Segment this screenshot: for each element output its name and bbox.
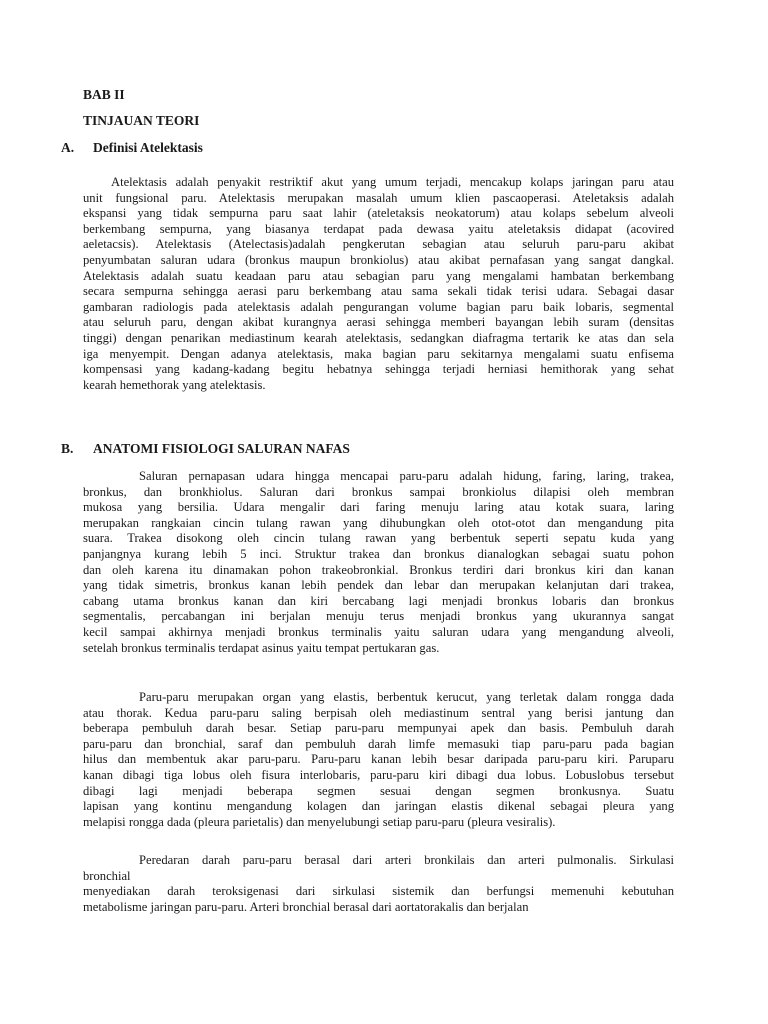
text-line: atau thorak. Kedua paru-paru saling berpisah oleh mediastinum sentral yang berisi jantung dan — [83, 705, 674, 720]
section-b-title: ANATOMI FISIOLOGI SALURAN NAFAS — [93, 441, 350, 456]
text-line: ekspansi yang tidak sempurna paru saat lahir (ateletaksis neokatorum) atau kolaps sebelum alveoli — [83, 206, 674, 221]
section-b-letter: B. — [61, 441, 74, 456]
paragraph-definisi — [83, 175, 674, 393]
text-line: kearah hemethorak yang atelektasis. — [83, 377, 266, 392]
paragraph-saluran — [83, 469, 674, 656]
text-line: Saluran pernapasan udara hingga mencapai paru-paru adalah hidung, faring, laring, trakea, — [139, 469, 674, 483]
text-line: lapisan yang kontinu mengandung kolagen dan jaringan elastis dikenal sebagai pleura yang — [83, 799, 674, 814]
text-line: mukosa yang bersilia. Udara mengalir dari faring menuju laring atau kotak suara, laring — [83, 500, 674, 515]
text-line: Paru-paru merupakan organ yang elastis, berbentuk kerucut, yang terletak dalam rongga dada — [139, 690, 674, 704]
text-line: aeletacsis). Atelektasis (Atelectasis)adalah pengkerutan sebagian atau seluruh paru-paru akibat — [83, 237, 674, 252]
text-line: dan oleh karena itu dinamakan pohon trakeobronkial. Bronkus terdiri dari bronkus kiri dan kanan — [83, 562, 674, 577]
text-line: kecil sampai akhirnya menjadi bronkus terminalis yaitu saluran udara yang mengandung alveoli, — [83, 624, 674, 639]
text-line: menyediakan darah teroksigenasi dari sirkulasi sistemik dan berfungsi memenuhi kebutuhan — [83, 884, 674, 899]
text-line: suara. Trakea disokong oleh cincin tulang rawan yang berbentuk seperti sepatu kuda yang — [83, 531, 674, 546]
text-line: paru-paru dan bronchial, saraf dan pembuluh darah limfe memasuki tiap paru-paru pada bagian — [83, 736, 674, 751]
text-line: berkembang sempurna, yang biasanya terdapat pada dewasa yaitu ateletaksis didapat (acovired — [83, 221, 674, 236]
chapter-number: BAB II — [83, 87, 125, 102]
text-line: kompensasi yang kadang-kadang begitu hebatnya sehingga terjadi herniasi hemithorak yang sehat — [83, 362, 674, 377]
section-a-title: Definisi Atelektasis — [93, 140, 203, 155]
text-line: merupakan rangkaian cincin tulang rawan yang dihubungkan oleh otot-otot dan mengandung pita — [83, 515, 674, 530]
text-line: kanan dibagi tiga lobus oleh fisura interlobaris, paru-paru kiri dibagi dua lobus. Lobuslobus tersebut — [83, 767, 674, 782]
text-line: beberapa pembuluh darah besar. Setiap paru-paru mempunyai apek dan basis. Pembuluh darah — [83, 721, 674, 736]
text-line: secara sempurna sehingga aerasi paru berkembang atau sama sekali tidak terisi udara. Sebagai dasar — [83, 284, 674, 299]
text-line: metabolisme jaringan paru-paru. Arteri bronchial berasal dari aortatorakalis dan berjalan — [83, 899, 529, 914]
chapter-title: TINJAUAN TEORI — [83, 113, 200, 128]
text-line: penyumbatan saluran udara (bronkus maupun bronkiolus) atau akibat pernafasan yang sangat dangkal. — [83, 252, 674, 267]
text-line: setelah bronkus terminalis terdapat asinus yaitu tempat pertukaran gas. — [83, 640, 440, 655]
text-line: bronkus, dan bronkhiolus. Saluran dari bronkus sampai bronkiolus dilapisi oleh membran — [83, 484, 674, 499]
text-line: Atelektasis adalah suatu keadaan paru atau sebagian paru yang mengalami hambatan berkembang — [83, 268, 674, 283]
text-line: dibagi lagi menjadi beberapa segmen sesuai dengan segmen bronkusnya. Suatu — [83, 783, 674, 798]
text-line: Peredaran darah paru-paru berasal dari arteri bronkilais dan arteri pulmonalis. Sirkulasi — [139, 853, 674, 867]
text-line: bronchial — [83, 868, 131, 883]
text-line: hilus dan membentuk akar paru-paru. Paru-paru kanan lebih besar daripada paru-paru kiri. Paruparu — [83, 752, 674, 767]
text-line: segmentalis, percabangan ini berjalan menuju terus menjadi bronkus yang ukurannya sangat — [83, 609, 674, 624]
text-line: cabang utama bronkus kanan dan kiri bercabang lagi menjadi bronkus lobaris dan bronkus — [83, 593, 674, 608]
text-line: tinggi) dengan penarikan mediastinum kearah atelektasis, sedangkan diafragma tertarik ke atas dan sela — [83, 330, 674, 345]
text-line: melapisi rongga dada (pleura parietalis) dan menyelubungi setiap paru-paru (pleura vesiralis). — [83, 814, 556, 829]
text-line: panjangnya kurang lebih 5 inci. Struktur trakea dan bronkus dianalogkan sebagai suatu pohon — [83, 546, 674, 561]
text-line: gambaran radiologis pada atelektasis adalah pengurangan volume bagian paru baik lobaris, segmental — [83, 299, 674, 314]
text-line: atau seluruh paru, dengan akibat kurangnya aerasi sehingga memberi bayangan lebih suram (densitas — [83, 315, 674, 330]
text-line: Atelektasis adalah penyakit restriktif akut yang umum terjadi, mencakup kolaps jaringan paru atau — [111, 175, 674, 189]
text-line: yang tidak simetris, bronkus kanan lebih pendek dan lebar dan merupakan kelanjutan dari trakea, — [83, 578, 674, 593]
text-line: unit fungsional paru. Atelektasis merupakan masalah umum klien pascaoperasi. Ateletaksis adalah — [83, 190, 674, 205]
paragraph-paru — [83, 690, 674, 830]
section-a-letter: A. — [61, 140, 75, 155]
text-line: iga menyempit. Dengan adanya atelektasis, maka bagian paru sekitarnya mengalami suatu enfisema — [83, 346, 674, 361]
paragraph-peredaran — [83, 853, 674, 915]
